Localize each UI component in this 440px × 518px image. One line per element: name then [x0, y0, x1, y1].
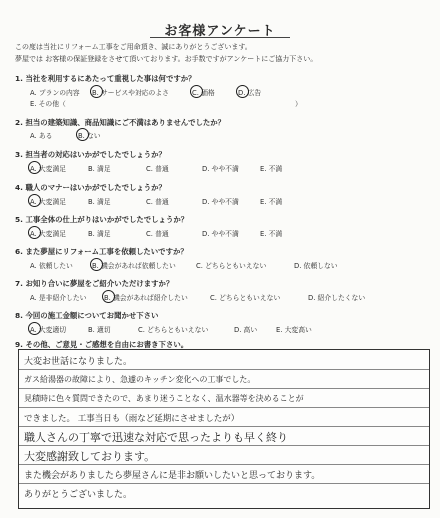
question-4: 4. 職人のマナーはいかがでしたでしょうか？	[15, 183, 166, 192]
q7-option-b: B. 機会があれば紹介したい	[104, 292, 210, 302]
q6-option-d: D. 依頼しない	[294, 262, 338, 270]
intro-line-2: 夢屋では お客様の保証登録をさせて頂いております。お手数ですがアンケートにご協力下さい。	[15, 55, 318, 63]
question-3: 3. 担当者の対応はいかがでしたでしょうか？	[15, 150, 166, 159]
q1-option-a: A. プランの内容	[30, 89, 80, 97]
handwritten-line-8: ありがとうございました。	[24, 490, 133, 500]
question-1-options-row2	[30, 98, 435, 108]
ruled-line	[19, 407, 429, 408]
q5-option-d: D. やや不満	[202, 230, 239, 238]
q4-option-a: A. 大変満足	[30, 196, 88, 206]
q3-option-e: E. 不満	[260, 165, 283, 173]
q4-option-d: D. やや不満	[202, 198, 239, 206]
q5-option-c: C. 普通	[146, 230, 169, 238]
title-underline	[150, 37, 290, 38]
question-1: 1. 当社を利用するにあたって重視した事は何ですか？	[15, 74, 196, 83]
q4-option-b: B. 満足	[88, 198, 111, 206]
question-1-options	[30, 87, 435, 97]
ruled-line	[19, 388, 429, 389]
handwritten-line-5: 職人さんの丁寧で迅速な対応で思ったよりも早く終り	[24, 431, 288, 444]
q8-option-d: D. 高い	[234, 326, 258, 334]
q5-option-a: A. 大変満足	[30, 228, 88, 238]
question-7: 7. お知り合いに夢屋をご紹介いただけますか？	[15, 279, 174, 288]
question-2-options	[30, 130, 435, 140]
ruled-line	[19, 369, 429, 370]
ruled-line	[19, 483, 429, 484]
q8-option-a: A. 大変適切	[30, 324, 88, 334]
q8-option-e: E. 大変高い	[276, 326, 312, 334]
q1-option-d: D. 広告	[238, 89, 262, 97]
q1-option-e: E. その他（	[30, 100, 66, 108]
question-6: 6. また夢屋にリフォーム工事を依頼したいですか？	[15, 247, 188, 256]
question-7-options	[30, 292, 435, 302]
q3-option-c: C. 普通	[146, 165, 169, 173]
q3-option-b: B. 満足	[88, 165, 111, 173]
handwritten-line-4: できました。 工事当日も（雨など延期にさせましたが）	[24, 414, 240, 424]
question-5: 5. 工事全体の仕上がりはいかがでしたでしょうか？	[15, 215, 189, 224]
q8-option-c: C. どちらともいえない	[138, 326, 209, 334]
q6-option-b: B. 機会があれば依頼したい	[92, 260, 196, 270]
handwritten-line-1: 大変お世話になりました。	[24, 357, 133, 367]
question-4-options	[30, 196, 435, 206]
ruled-line	[19, 426, 429, 427]
q6-option-a: A. 依頼したい	[30, 262, 73, 270]
question-8-options	[30, 324, 435, 334]
q7-option-c: C. どちらともいえない	[210, 294, 281, 302]
q5-option-b: B. 満足	[88, 230, 111, 238]
q5-option-e: E. 不満	[260, 230, 283, 238]
q3-option-a: A. 大変満足	[30, 163, 88, 173]
question-9: 9. その他、ご意見・ご感想を自由にお書き下さい。	[15, 340, 189, 349]
q2-option-a: A. ある	[30, 132, 53, 140]
q4-option-c: C. 普通	[146, 198, 169, 206]
question-6-options	[30, 260, 435, 270]
q1-option-e-close: ）	[295, 100, 302, 108]
q6-option-c: C. どちらともいえない	[196, 262, 267, 270]
survey-title: お客様アンケート	[164, 24, 276, 39]
q7-option-a: A. 是非紹介したい	[30, 294, 87, 302]
q8-option-b: B. 適切	[88, 326, 111, 334]
handwritten-line-7: また機会がありましたら夢屋さんに是非お願いしたいと思っております。	[24, 471, 321, 481]
ruled-line	[19, 464, 429, 465]
question-8: 8. 今回の施工金額についてお聞かせ下さい	[15, 311, 159, 320]
handwritten-line-6: 大変感謝致しております。	[24, 450, 156, 463]
intro-line-1: この度は当社にリフォーム工事をご用命頂き、誠にありがとうございます。	[15, 43, 252, 51]
ruled-line	[19, 445, 429, 446]
q4-option-e: E. 不満	[260, 198, 283, 206]
question-2: 2. 担当の建築知識、商品知識にご不満はありませんでしたか？	[15, 118, 226, 127]
q3-option-d: D. やや不満	[202, 165, 239, 173]
handwritten-line-2: ガス給湯器の故障により、急遽のキッチン変化への工事でした。	[24, 375, 256, 384]
question-5-options	[30, 228, 435, 238]
question-3-options	[30, 163, 435, 173]
q1-option-b: B. サービスや対応のよさ	[92, 87, 192, 97]
q1-option-c: C. 価格	[192, 87, 238, 97]
handwritten-line-3: 見積時に色々質問できたので、あまり迷うことなく、温水器等を決めることが	[24, 394, 304, 403]
q2-option-b: B. ない	[78, 132, 101, 140]
free-comment-box	[18, 349, 430, 509]
q7-option-d: D. 紹介したくない	[308, 294, 366, 302]
